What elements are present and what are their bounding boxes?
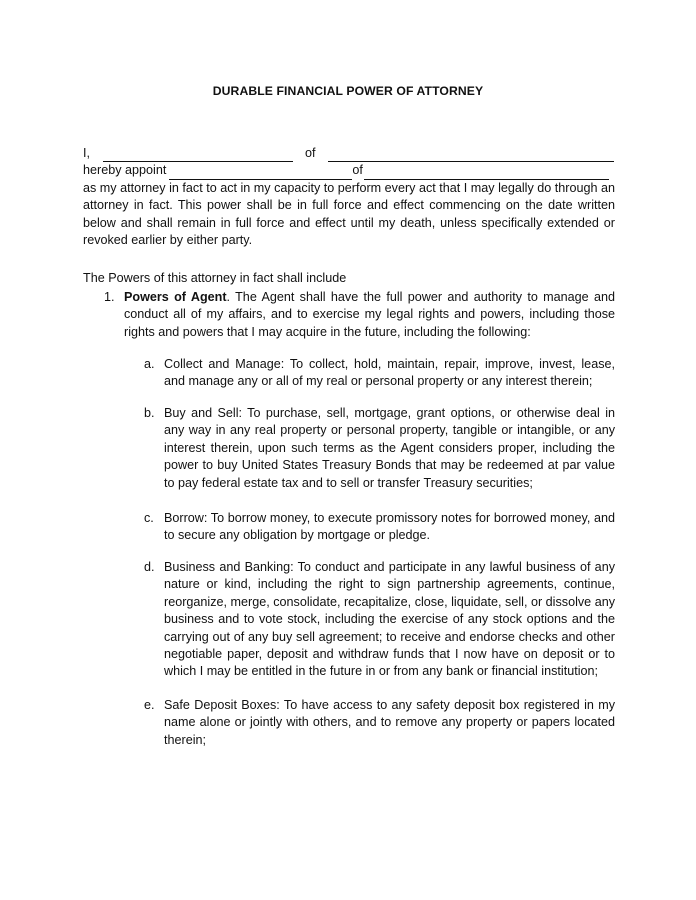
- subitem-text: Safe Deposit Boxes: To have access to any safety deposit box registered in my name alone or jointly with others, and to remove any property or papers located therein;: [164, 698, 615, 747]
- grantor-name-blank[interactable]: [103, 148, 293, 162]
- list-number: 1.: [104, 290, 115, 304]
- grantor-line: [83, 145, 615, 162]
- grantor-prefix: I,: [83, 145, 90, 160]
- agent-name-blank[interactable]: [169, 166, 352, 180]
- subitem-business-and-banking: [144, 559, 615, 681]
- powers-heading: The Powers of this attorney in fact shall include: [83, 271, 347, 285]
- agent-line: [83, 162, 615, 179]
- subitem-text: Borrow: To borrow money, to execute promissory notes for borrowed money, and to secure any obligation by mortgage or pledge.: [164, 511, 615, 543]
- subitem-collect-and-manage: [144, 356, 615, 391]
- subitem-text: Business and Banking: To conduct and participate in any lawful business of any nature or kind, including the right to sign partnership agreements, continue, reorganize, merge, consolidate, recapitalize, close, liquidate, sell, or dissolve any business and to vote stock, including the exercise of any stock options and the carrying out of any buy sell agreement; to receive and endorse checks and other negotiable paper, deposit and withdraw funds that I now have on deposit or to which I may be entitled in the future in or from any bank or financial institution;: [164, 560, 615, 679]
- intro-paragraph: as my attorney in fact to act in my capacity to perform every act that I may legally do through an attorney in fact. This power shall be in full force and effect commencing on the date written below and shall remain in full force and effect until my death, unless specifically extended or revoked earlier by either party.: [83, 180, 615, 247]
- subitem-text: Collect and Manage: To collect, hold, maintain, repair, improve, invest, lease, and manage any or all of my real or personal property or any interest therein;: [164, 357, 615, 389]
- list-item-body: [124, 289, 615, 341]
- grantor-of-label: of: [305, 145, 316, 160]
- subitem-buy-and-sell: [144, 405, 615, 492]
- subitem-letter: e.: [144, 698, 155, 712]
- agent-of-label: of: [352, 163, 363, 178]
- subitem-safe-deposit-boxes: [144, 697, 615, 749]
- document-title: DURABLE FINANCIAL POWER OF ATTORNEY: [212, 84, 484, 98]
- subitem-letter: a.: [144, 357, 155, 371]
- item-heading: Powers of Agent: [124, 290, 227, 304]
- subitem-letter: c.: [144, 511, 154, 525]
- list-item-powers-of-agent: [104, 289, 615, 341]
- item-text: . The Agent shall have the full power and authority to manage and conduct all of my affairs, and to exercise my legal rights and powers, including those rights and powers that I may acquire in the future, including the following:: [124, 290, 615, 339]
- grantor-address-blank[interactable]: [328, 148, 614, 162]
- subitem-letter: d.: [144, 560, 155, 574]
- subitem-letter: b.: [144, 406, 155, 420]
- intro-section: [83, 145, 615, 249]
- agent-address-blank[interactable]: [364, 166, 609, 180]
- agent-prefix: hereby appoint: [83, 163, 167, 178]
- subitem-borrow: [144, 510, 615, 545]
- subitem-text: Buy and Sell: To purchase, sell, mortgage, grant options, or otherwise deal in any way in any real property or personal property, tangible or intangible, or any interest therein, upon such terms as the Agent considers proper, including the power to buy United States Treasury Bonds that may be redeemed at par value to pay federal estate tax and to sell or transfer Treasury securities;: [164, 406, 615, 490]
